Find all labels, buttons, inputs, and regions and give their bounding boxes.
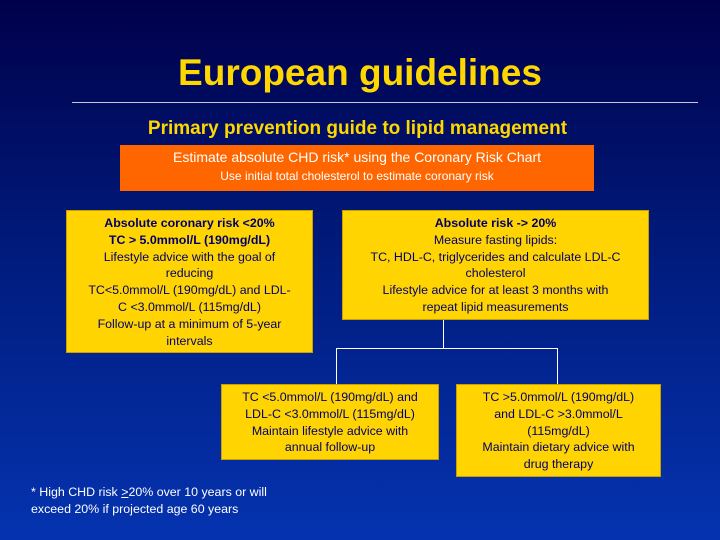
connector-right-to-branch [443, 320, 444, 348]
low-risk-line3: TC<5.0mmol/L (190mg/dL) and LDL- [88, 283, 291, 298]
footnote-ge-symbol: > [121, 485, 129, 499]
high-risk-line5: repeat lipid measurements [422, 299, 569, 314]
risk-estimate-box [120, 145, 594, 191]
above-target-line3: (115mg/dL) [527, 423, 590, 438]
on-target-line3: Maintain lifestyle advice with [251, 423, 409, 438]
high-risk-line2: TC, HDL-C, triglycerides and calculate LDL-C [370, 249, 621, 264]
above-target-line5: drug therapy [523, 457, 594, 472]
high-risk-line4: Lifestyle advice for at least 3 months with [382, 283, 609, 298]
above-target-box [456, 384, 661, 477]
above-target-line1: TC >5.0mmol/L (190mg/dL) [482, 390, 635, 404]
high-risk-heading: Absolute risk -> 20% [434, 216, 557, 230]
low-risk-heading2: TC > 5.0mmol/L (190mg/dL) [108, 232, 271, 247]
low-risk-line6: intervals [166, 333, 213, 348]
low-risk-line1: Lifestyle advice with the goal of [103, 249, 276, 264]
high-risk-line3: cholesterol [465, 266, 526, 281]
title-divider [72, 102, 698, 103]
on-target-line4: annual follow-up [284, 440, 376, 455]
footnote-line2: exceed 20% if projected age 60 years [31, 502, 239, 516]
slide-title: European guidelines [178, 52, 542, 93]
on-target-line1: TC <5.0mmol/L (190mg/dL) and [242, 390, 418, 404]
footnote-prefix: * High CHD risk [31, 485, 122, 499]
above-target-line4: Maintain dietary advice with [482, 440, 635, 455]
footnote [31, 484, 267, 518]
footnote-line1 [31, 484, 267, 501]
connector-branch-horizontal [336, 348, 558, 349]
low-risk-line2: reducing [165, 266, 214, 281]
connector-branch-right [557, 348, 558, 384]
low-risk-box [66, 210, 313, 353]
footnote-rest: 20% over 10 years or will [128, 485, 267, 499]
on-target-box [221, 384, 439, 460]
low-risk-line4: C <3.0mmol/L (115mg/dL) [118, 299, 261, 314]
risk-estimate-line1: Estimate absolute CHD risk* using the Coronary Risk Chart [172, 149, 542, 165]
above-target-line2: and LDL-C >3.0mmol/L [494, 406, 623, 421]
connector-branch-left [336, 348, 337, 384]
high-risk-box [342, 210, 649, 320]
high-risk-line1: Measure fasting lipids: [433, 232, 558, 247]
low-risk-heading1: Absolute coronary risk <20% [104, 216, 275, 230]
on-target-line2: LDL-C <3.0mmol/L (115mg/dL) [245, 406, 415, 421]
risk-estimate-line2: Use initial total cholesterol to estimate coronary risk [220, 169, 494, 183]
low-risk-line5: Follow-up at a minimum of 5-year [97, 316, 282, 331]
slide-subtitle: Primary prevention guide to lipid management [147, 118, 568, 139]
